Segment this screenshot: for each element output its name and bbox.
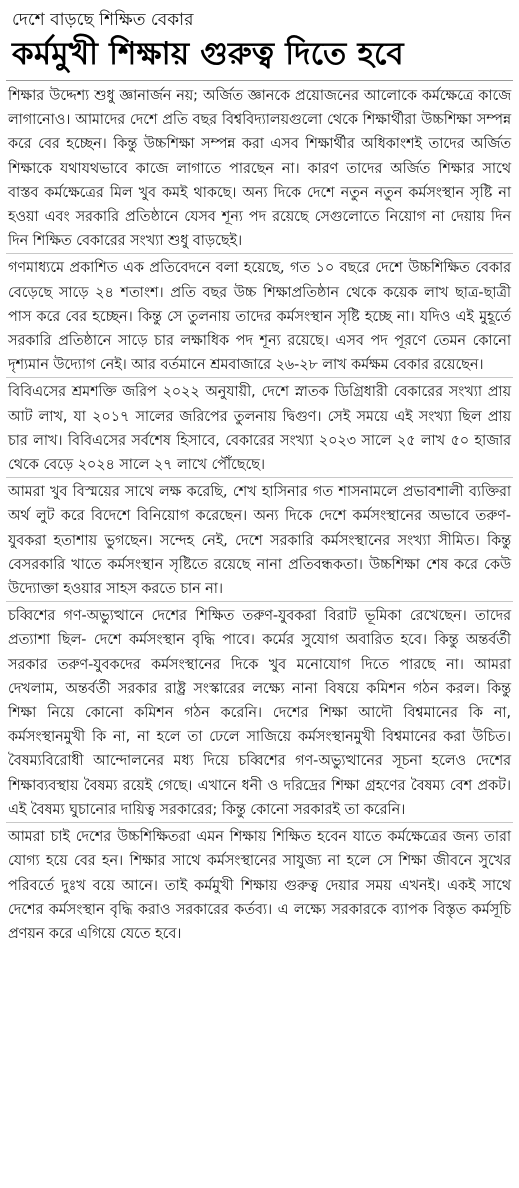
article-headline: কর্মমুখী শিক্ষায় গুরুত্ব দিতে হবে	[12, 36, 404, 72]
article-paragraph: গণমাধ্যমে প্রকাশিত এক প্রতিবেদনে বলা হয়েছে, গত ১০ বছরে দেশে উচ্চশিক্ষিত বেকার বেড়েছে সাড়ে ২৪ শতাংশ। প্রতি বছর উচ্চ শিক্ষাপ্রতিষ্ঠান থেকে কয়েক লাখ ছাত্র-ছাত্রী পাস করে বের হচ্ছেন। কিন্তু সে তুলনায় তাদের কর্মসংস্থান সৃষ্টি হচ্ছে না। যদিও এই মুহূর্তে সরকারি প্রতিষ্ঠানে সাড়ে চার লক্ষাধিক পদ শূন্য রয়েছে। এসব পদ পূরণে তেমন কোনো দৃশ্যমান উদ্যোগ নেই। আর বর্তমানে শ্রমবাজারে ২৬-২৮ লাখ কর্মক্ষম বেকার রয়েছেন।	[6, 256, 513, 378]
article-paragraph: আমরা খুব বিস্ময়ের সাথে লক্ষ করেছি, শেখ হাসিনার গত শাসনামলে প্রভাবশালী ব্যক্তিরা অর্থ লুট করে বিদেশে বিনিয়োগ করেছেন। অন্য দিকে দেশে কর্মসংস্থানের অভাবে তরুণ-যুবকরা হতাশায় ভুগছেন। সন্দেহ নেই, দেশে সরকারি কর্মসংস্থানের সংখ্যা সীমিত। কিন্তু বেসরকারি খাতে কর্মসংস্থান সৃষ্টিতে রয়েছে নানা প্রতিবন্ধকতা। উচ্চশিক্ষা শেষ করে কেউ উদ্যোক্তা হওয়ার সাহস করতে চান না।	[6, 480, 513, 602]
article-paragraph: চব্বিশের গণ-অভ্যুত্থানে দেশের শিক্ষিত তরুণ-যুবকরা বিরাট ভূমিকা রেখেছেন। তাদের প্রত্যাশা ছিল- দেশে কর্মসংস্থান বৃদ্ধি পাবে। কর্মের সুযোগ অবারিত হবে। কিন্তু অন্তর্বর্তী সরকার তরুণ-যুবকদের কর্মসংস্থানের দিকে খুব মনোযোগ দিতে পারছে না। আমরা দেখলাম, অন্তর্বর্তী সরকার রাষ্ট্র সংস্কারের লক্ষ্যে নানা বিষয়ে কমিশন গঠন করল। কিন্তু শিক্ষা নিয়ে কোনো কমিশন গঠন করেনি। দেশের শিক্ষা আদৌ বিশ্বমানের কি না, কর্মসংস্থানমুখী কি না, না হলে তা ঢেলে সাজিয়ে কর্মসংস্থানমুখী বিশ্বমানের করা উচিত। বৈষম্যবিরোধী আন্দোলনের মধ্য দিয়ে চব্বিশের গণ-অভ্যুত্থানের সূচনা হলেও দেশের শিক্ষাব্যবস্থায় বৈষম্য রয়েই গেছে। এখানে ধনী ও দরিদ্রের শিক্ষা গ্রহণের বৈষম্য বেশ প্রকট। এই বৈষম্য ঘুচানোর দায়িত্ব সরকারের; কিন্তু কোনো সরকারই তা করেনি।	[6, 604, 513, 823]
article-paragraph: আমরা চাই দেশের উচ্চশিক্ষিতরা এমন শিক্ষায় শিক্ষিত হবেন যাতে কর্মক্ষেত্রের জন্য তারা যোগ্য হয়ে বের হন। শিক্ষার সাথে কর্মসংস্থানের সাযুজ্য না হলে সে শিক্ষা জীবনে সুখের পরিবর্তে দুঃখ বয়ে আনে। তাই কর্মমুখী শিক্ষায় গুরুত্ব দেয়ার সময় এখনই। একই সাথে দেশের কর্মসংস্থান বৃদ্ধি করাও সরকারের কর্তব্য। এ লক্ষ্যে সরকারকে ব্যাপক বিস্তৃত কর্মসূচি প্রণয়ন করে এগিয়ে যেতে হবে।	[8, 829, 511, 942]
article-paragraph: শিক্ষার উদ্দেশ্য শুধু জ্ঞানার্জন নয়; অর্জিত জ্ঞানকে প্রয়োজনের আলোকে কর্মক্ষেত্রে কাজে লাগানোও। আমাদের দেশে প্রতি বছর বিশ্ববিদ্যালয়গুলো থেকে শিক্ষার্থীরা উচ্চশিক্ষা সম্পন্ন করে বের হচ্ছেন। কিন্তু উচ্চশিক্ষা সম্পন্ন করা এসব শিক্ষার্থীর অধিকাংশই তাদের অর্জিত শিক্ষাকে যথাযথভাবে কাজে লাগাতে পারছেন না। কারণ তাদের অর্জিত শিক্ষার সাথে বাস্তব কর্মক্ষেত্রের মিল খুব কমই থাকছে। অন্য দিকে দেশে নতুন নতুন কর্মসংস্থান সৃষ্টি না হওয়া এবং সরকারি প্রতিষ্ঠানে যেসব শূন্য পদ রয়েছে সেগুলোতে নিয়োগ না দেয়ায় দিন দিন শিক্ষিত বেকারের সংখ্যা শুধু বাড়ছেই।	[6, 84, 513, 254]
article-kicker: দেশে বাড়ছে শিক্ষিত বেকার	[12, 10, 194, 30]
article-body	[6, 84, 513, 946]
article-paragraph: বিবিএসের শ্রমশক্তি জরিপ ২০২২ অনুযায়ী, দেশে স্নাতক ডিগ্রিধারী বেকারের সংখ্যা প্রায় আট লাখ, যা ২০১৭ সালের জরিপের তুলনায় দ্বিগুণ। সেই সময়ে এই সংখ্যা ছিল প্রায় চার লাখ। বিবিএসের সর্বশেষ হিসাবে, বেকারের সংখ্যা ২০২৩ সালে ২৫ লাখ ৫০ হাজার থেকে বেড়ে ২০২৪ সালে ২৭ লাখে পৌঁছেছে।	[6, 380, 513, 478]
headline-divider	[6, 80, 513, 81]
